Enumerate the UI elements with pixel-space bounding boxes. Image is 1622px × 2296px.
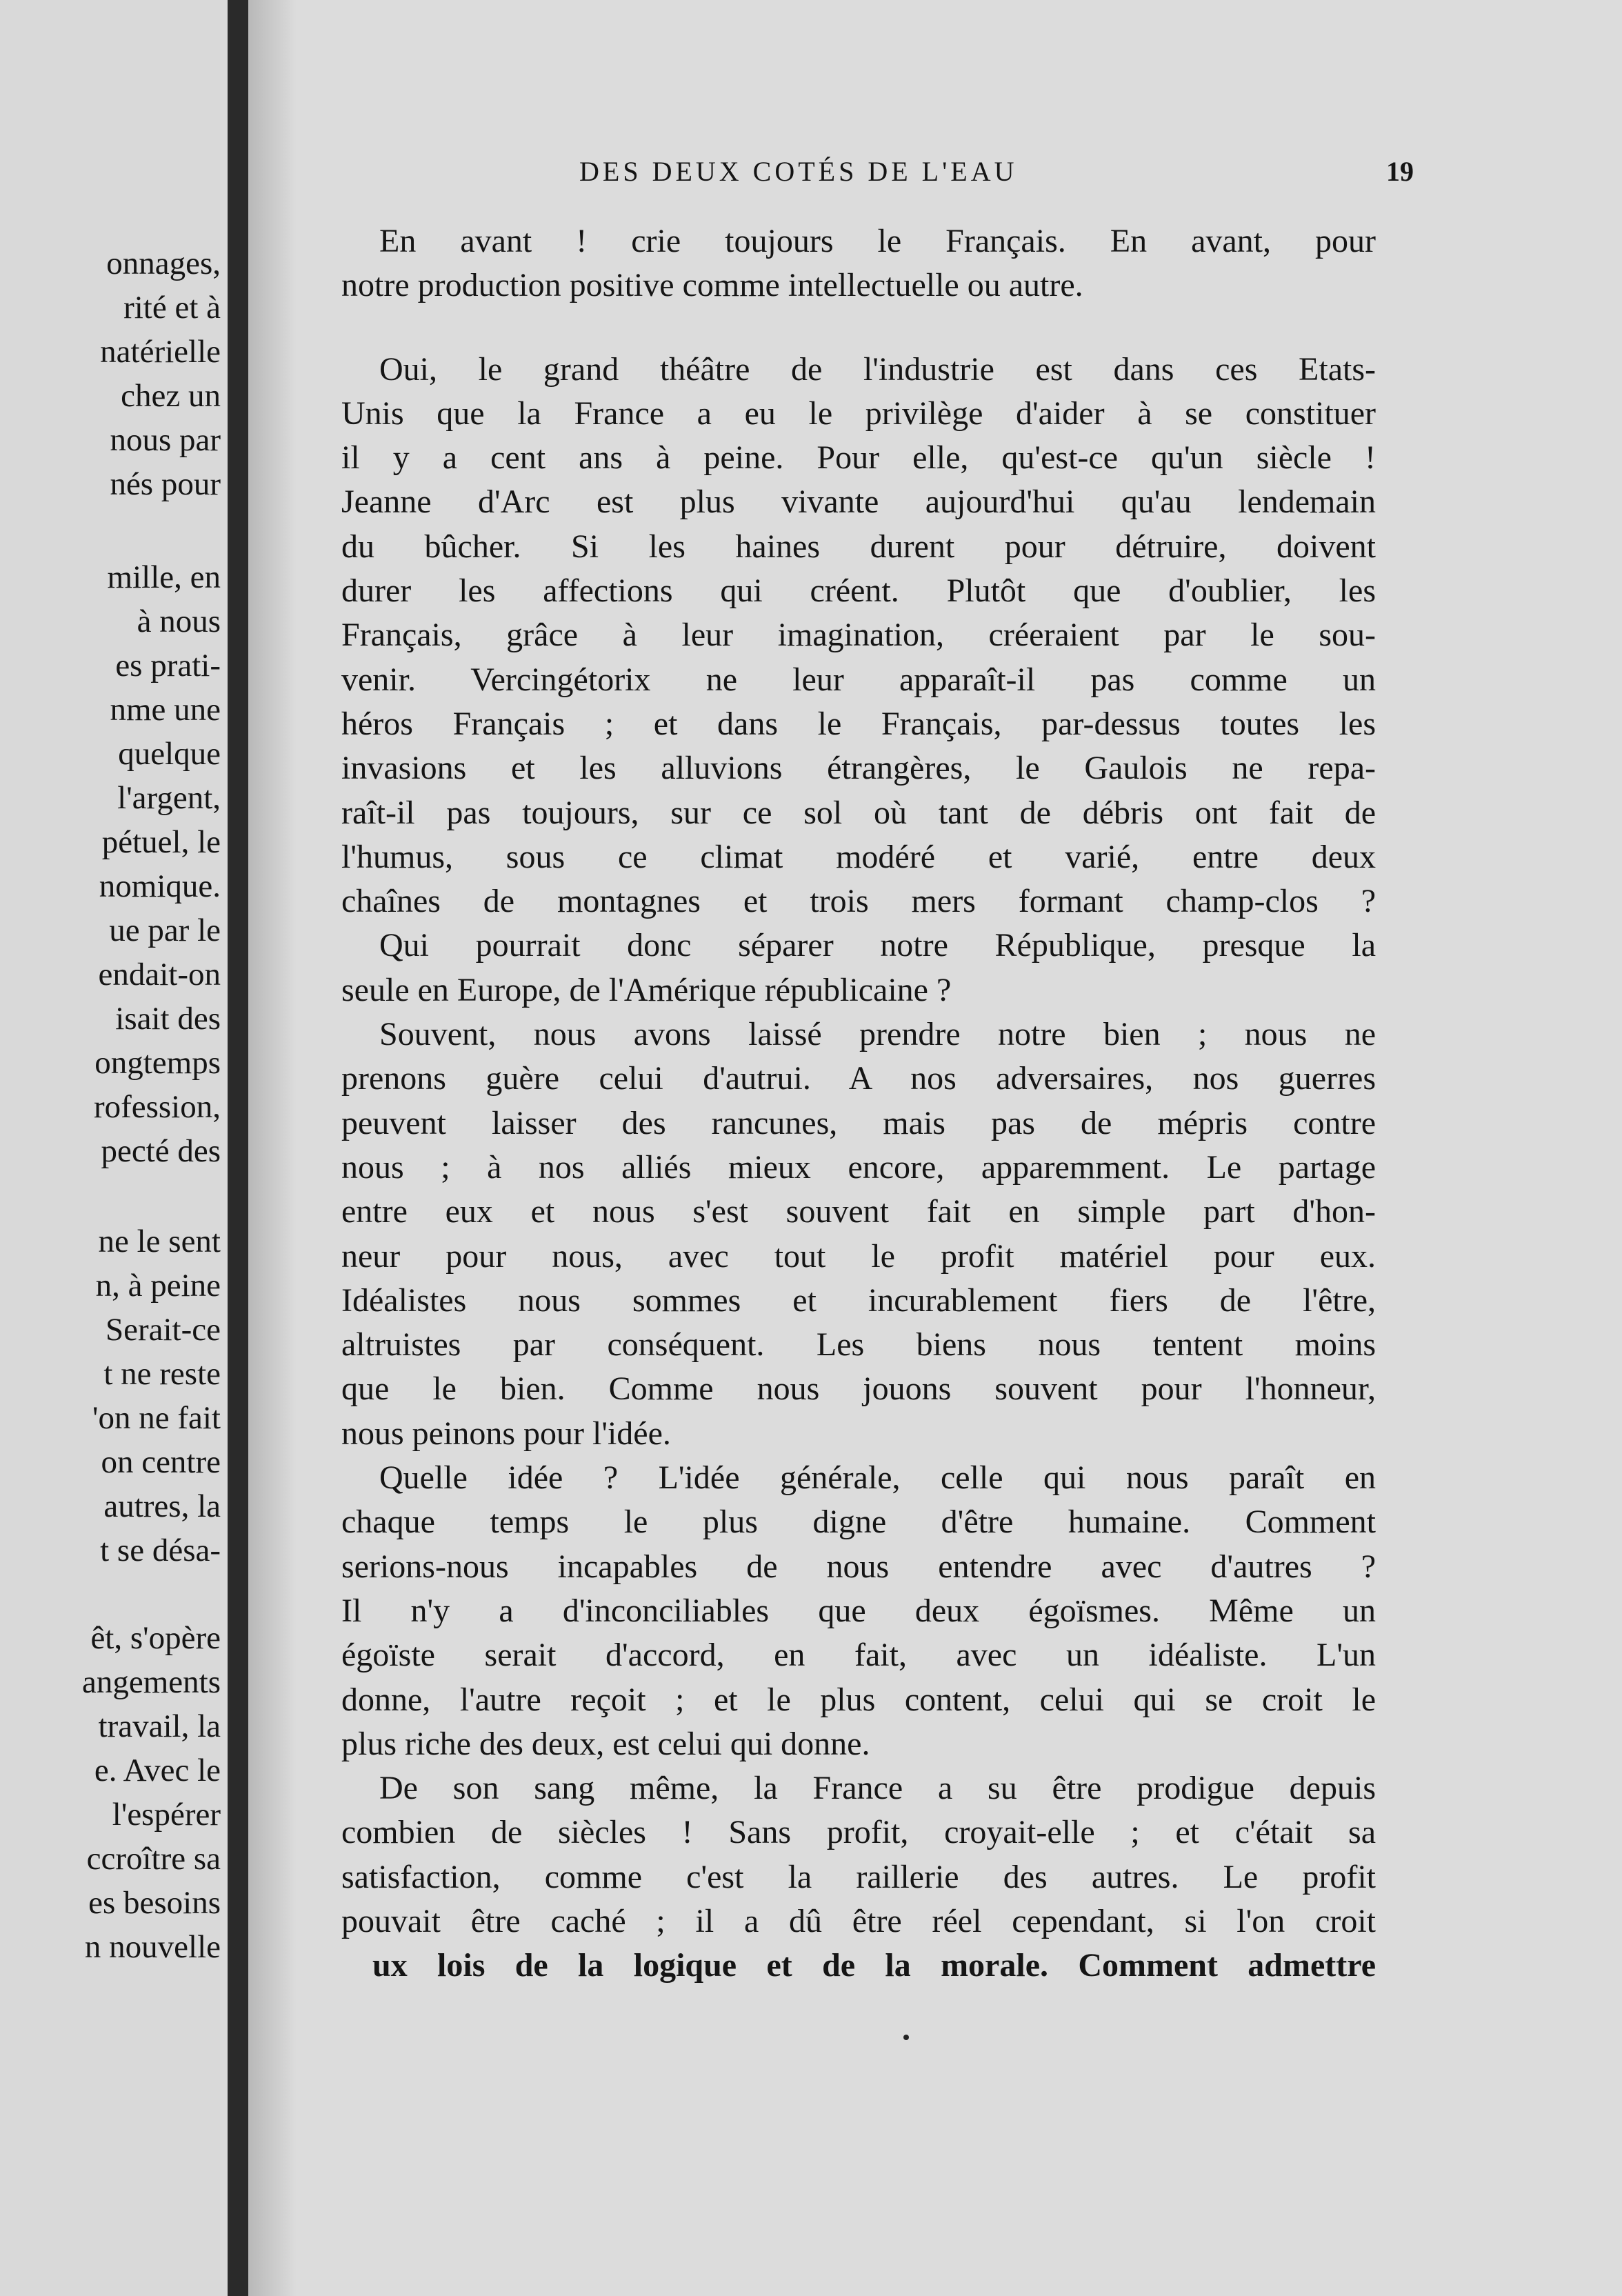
text-line: venir. Vercingétorix ne leur apparaît-il pas comme un bbox=[341, 661, 1376, 698]
left-page-line: onnages, bbox=[106, 246, 221, 281]
left-page-line: isait des bbox=[115, 1001, 221, 1037]
left-page-line: êt, s'opère bbox=[90, 1620, 221, 1656]
left-page-line: e. Avec le bbox=[94, 1753, 221, 1788]
left-page-line: natérielle bbox=[100, 334, 221, 370]
left-page-line: quelque bbox=[118, 736, 221, 772]
left-page-line: nous par bbox=[110, 422, 221, 458]
text-line: Quelle idée ? L'idée générale, celle qui nous paraît en bbox=[379, 1459, 1376, 1497]
text-line: Jeanne d'Arc est plus vivante aujourd'hui qu'au lendemain bbox=[341, 483, 1376, 521]
text-line: nous peinons pour l'idée. bbox=[341, 1415, 671, 1452]
text-line: altruistes par conséquent. Les biens nous tentent moins bbox=[341, 1326, 1376, 1364]
text-line: combien de siècles ! Sans profit, croyait-elle ; et c'était sa bbox=[341, 1814, 1376, 1851]
text-line: que le bien. Comme nous jouons souvent pour l'honneur, bbox=[341, 1370, 1376, 1408]
left-page-line: endait-on bbox=[98, 957, 221, 992]
left-page-line: Serait-ce bbox=[105, 1312, 221, 1348]
left-page-line: ongtemps bbox=[94, 1045, 221, 1081]
left-page-line: ne le sent bbox=[98, 1224, 221, 1259]
page-number: 19 bbox=[1386, 156, 1414, 187]
text-line: De son sang même, la France a su être prodigue depuis bbox=[379, 1770, 1376, 1807]
left-page-line: travail, la bbox=[98, 1708, 221, 1744]
left-page-fragment bbox=[0, 0, 228, 2296]
text-line: chaînes de montagnes et trois mers formant champ-clos ? bbox=[341, 883, 1376, 920]
text-line: durer les affections qui créent. Plutôt que d'oublier, les bbox=[341, 572, 1376, 610]
paragraph-gap bbox=[341, 308, 1376, 348]
left-page-line: 'on ne fait bbox=[92, 1400, 221, 1436]
page-body-text bbox=[341, 219, 1376, 1988]
gutter-shadow bbox=[248, 0, 297, 2296]
left-page-line: chez un bbox=[121, 378, 221, 414]
text-line: seule en Europe, de l'Amérique républicaine ? bbox=[341, 971, 952, 1008]
text-line: du bûcher. Si les haines durent pour détruire, doivent bbox=[341, 528, 1376, 565]
text-line: prenons guère celui d'autrui. A nos adversaires, nos guerres bbox=[341, 1060, 1376, 1097]
left-page-line: rofession, bbox=[93, 1089, 221, 1125]
text-line: Idéalistes nous sommes et incurablement fiers de l'être, bbox=[341, 1281, 1376, 1319]
text-line: Souvent, nous avons laissé prendre notre bien ; nous ne bbox=[379, 1016, 1376, 1053]
text-line: héros Français ; et dans le Français, par-dessus toutes les bbox=[341, 705, 1376, 742]
left-page-line: n nouvelle bbox=[84, 1929, 221, 1965]
text-line: pouvait être caché ; il a dû être réel cependant, si l'on croit bbox=[341, 1902, 1376, 1939]
text-line: entre eux et nous s'est souvent fait en simple part d'hon- bbox=[341, 1193, 1376, 1230]
text-line: Oui, le grand théâtre de l'industrie est dans ces Etats- bbox=[379, 350, 1376, 388]
left-page-line: à nous bbox=[137, 603, 221, 639]
text-line: serions-nous incapables de nous entendre avec d'autres ? bbox=[341, 1548, 1376, 1585]
left-page-line: l'argent, bbox=[117, 780, 221, 816]
running-title: DES DEUX COTÉS DE L'EAU bbox=[579, 156, 1018, 187]
left-page-line: nme une bbox=[110, 692, 221, 728]
text-line: nous ; à nos alliés mieux encore, apparemment. Le partage bbox=[341, 1148, 1376, 1186]
left-page-line: autres, la bbox=[103, 1488, 221, 1524]
left-page-line: es besoins bbox=[88, 1885, 221, 1921]
text-line: chaque temps le plus digne d'être humaine. Comment bbox=[341, 1504, 1376, 1541]
left-page-line: nomique. bbox=[99, 868, 221, 904]
text-line: Unis que la France a eu le privilège d'aider à se constituer bbox=[341, 395, 1376, 432]
text-line: ux lois de la logique et de la morale. Comment admettre bbox=[372, 1947, 1376, 1984]
text-line: l'humus, sous ce climat modéré et varié, entre deux bbox=[341, 838, 1376, 875]
left-page-line: rité et à bbox=[123, 290, 221, 326]
text-line: notre production positive comme intellectuelle ou autre. bbox=[341, 267, 1083, 304]
left-page-line: ccroître sa bbox=[86, 1841, 221, 1877]
binding-gutter bbox=[228, 0, 248, 2296]
left-page-line: n, à peine bbox=[95, 1268, 221, 1304]
text-line: invasions et les alluvions étrangères, le Gaulois ne repa- bbox=[341, 750, 1376, 787]
left-page-line: es prati- bbox=[115, 648, 221, 683]
left-page-line: pecté des bbox=[101, 1133, 221, 1169]
text-line: Français, grâce à leur imagination, créeraient par le sou- bbox=[341, 617, 1376, 654]
text-line: En avant ! crie toujours le Français. En avant, pour bbox=[379, 223, 1376, 259]
left-page-line: l'espérer bbox=[112, 1797, 221, 1833]
left-page-line: on centre bbox=[101, 1444, 221, 1480]
right-page bbox=[297, 0, 1622, 2296]
left-page-line: angements bbox=[82, 1664, 221, 1700]
text-line: Qui pourrait donc séparer notre République, presque la bbox=[379, 927, 1376, 964]
text-line: neur pour nous, avec tout le profit matériel pour eux. bbox=[341, 1237, 1376, 1275]
text-line: Il n'y a d'inconciliables que deux égoïsmes. Même un bbox=[341, 1592, 1376, 1629]
text-line: raît-il pas toujours, sur ce sol où tant de débris ont fait de bbox=[341, 794, 1376, 831]
text-line: plus riche des deux, est celui qui donne. bbox=[341, 1725, 870, 1762]
ink-speck bbox=[903, 2035, 909, 2040]
left-page-line: t se désa- bbox=[100, 1533, 221, 1568]
text-line: donne, l'autre reçoit ; et le plus content, celui qui se croit le bbox=[341, 1681, 1376, 1718]
text-line: satisfaction, comme c'est la raillerie des autres. Le profit bbox=[341, 1858, 1376, 1895]
left-page-line: mille, en bbox=[107, 559, 221, 595]
running-head bbox=[579, 155, 1414, 197]
text-line: il y a cent ans à peine. Pour elle, qu'est-ce qu'un siècle ! bbox=[341, 439, 1376, 477]
left-page-line: t ne reste bbox=[103, 1356, 221, 1392]
left-page-line: nés pour bbox=[110, 466, 221, 502]
text-line: égoïste serait d'accord, en fait, avec un idéaliste. L'un bbox=[341, 1637, 1376, 1674]
left-page-line: ue par le bbox=[109, 912, 221, 948]
text-line: peuvent laisser des rancunes, mais pas de mépris contre bbox=[341, 1104, 1376, 1141]
left-page-line: pétuel, le bbox=[101, 824, 221, 860]
